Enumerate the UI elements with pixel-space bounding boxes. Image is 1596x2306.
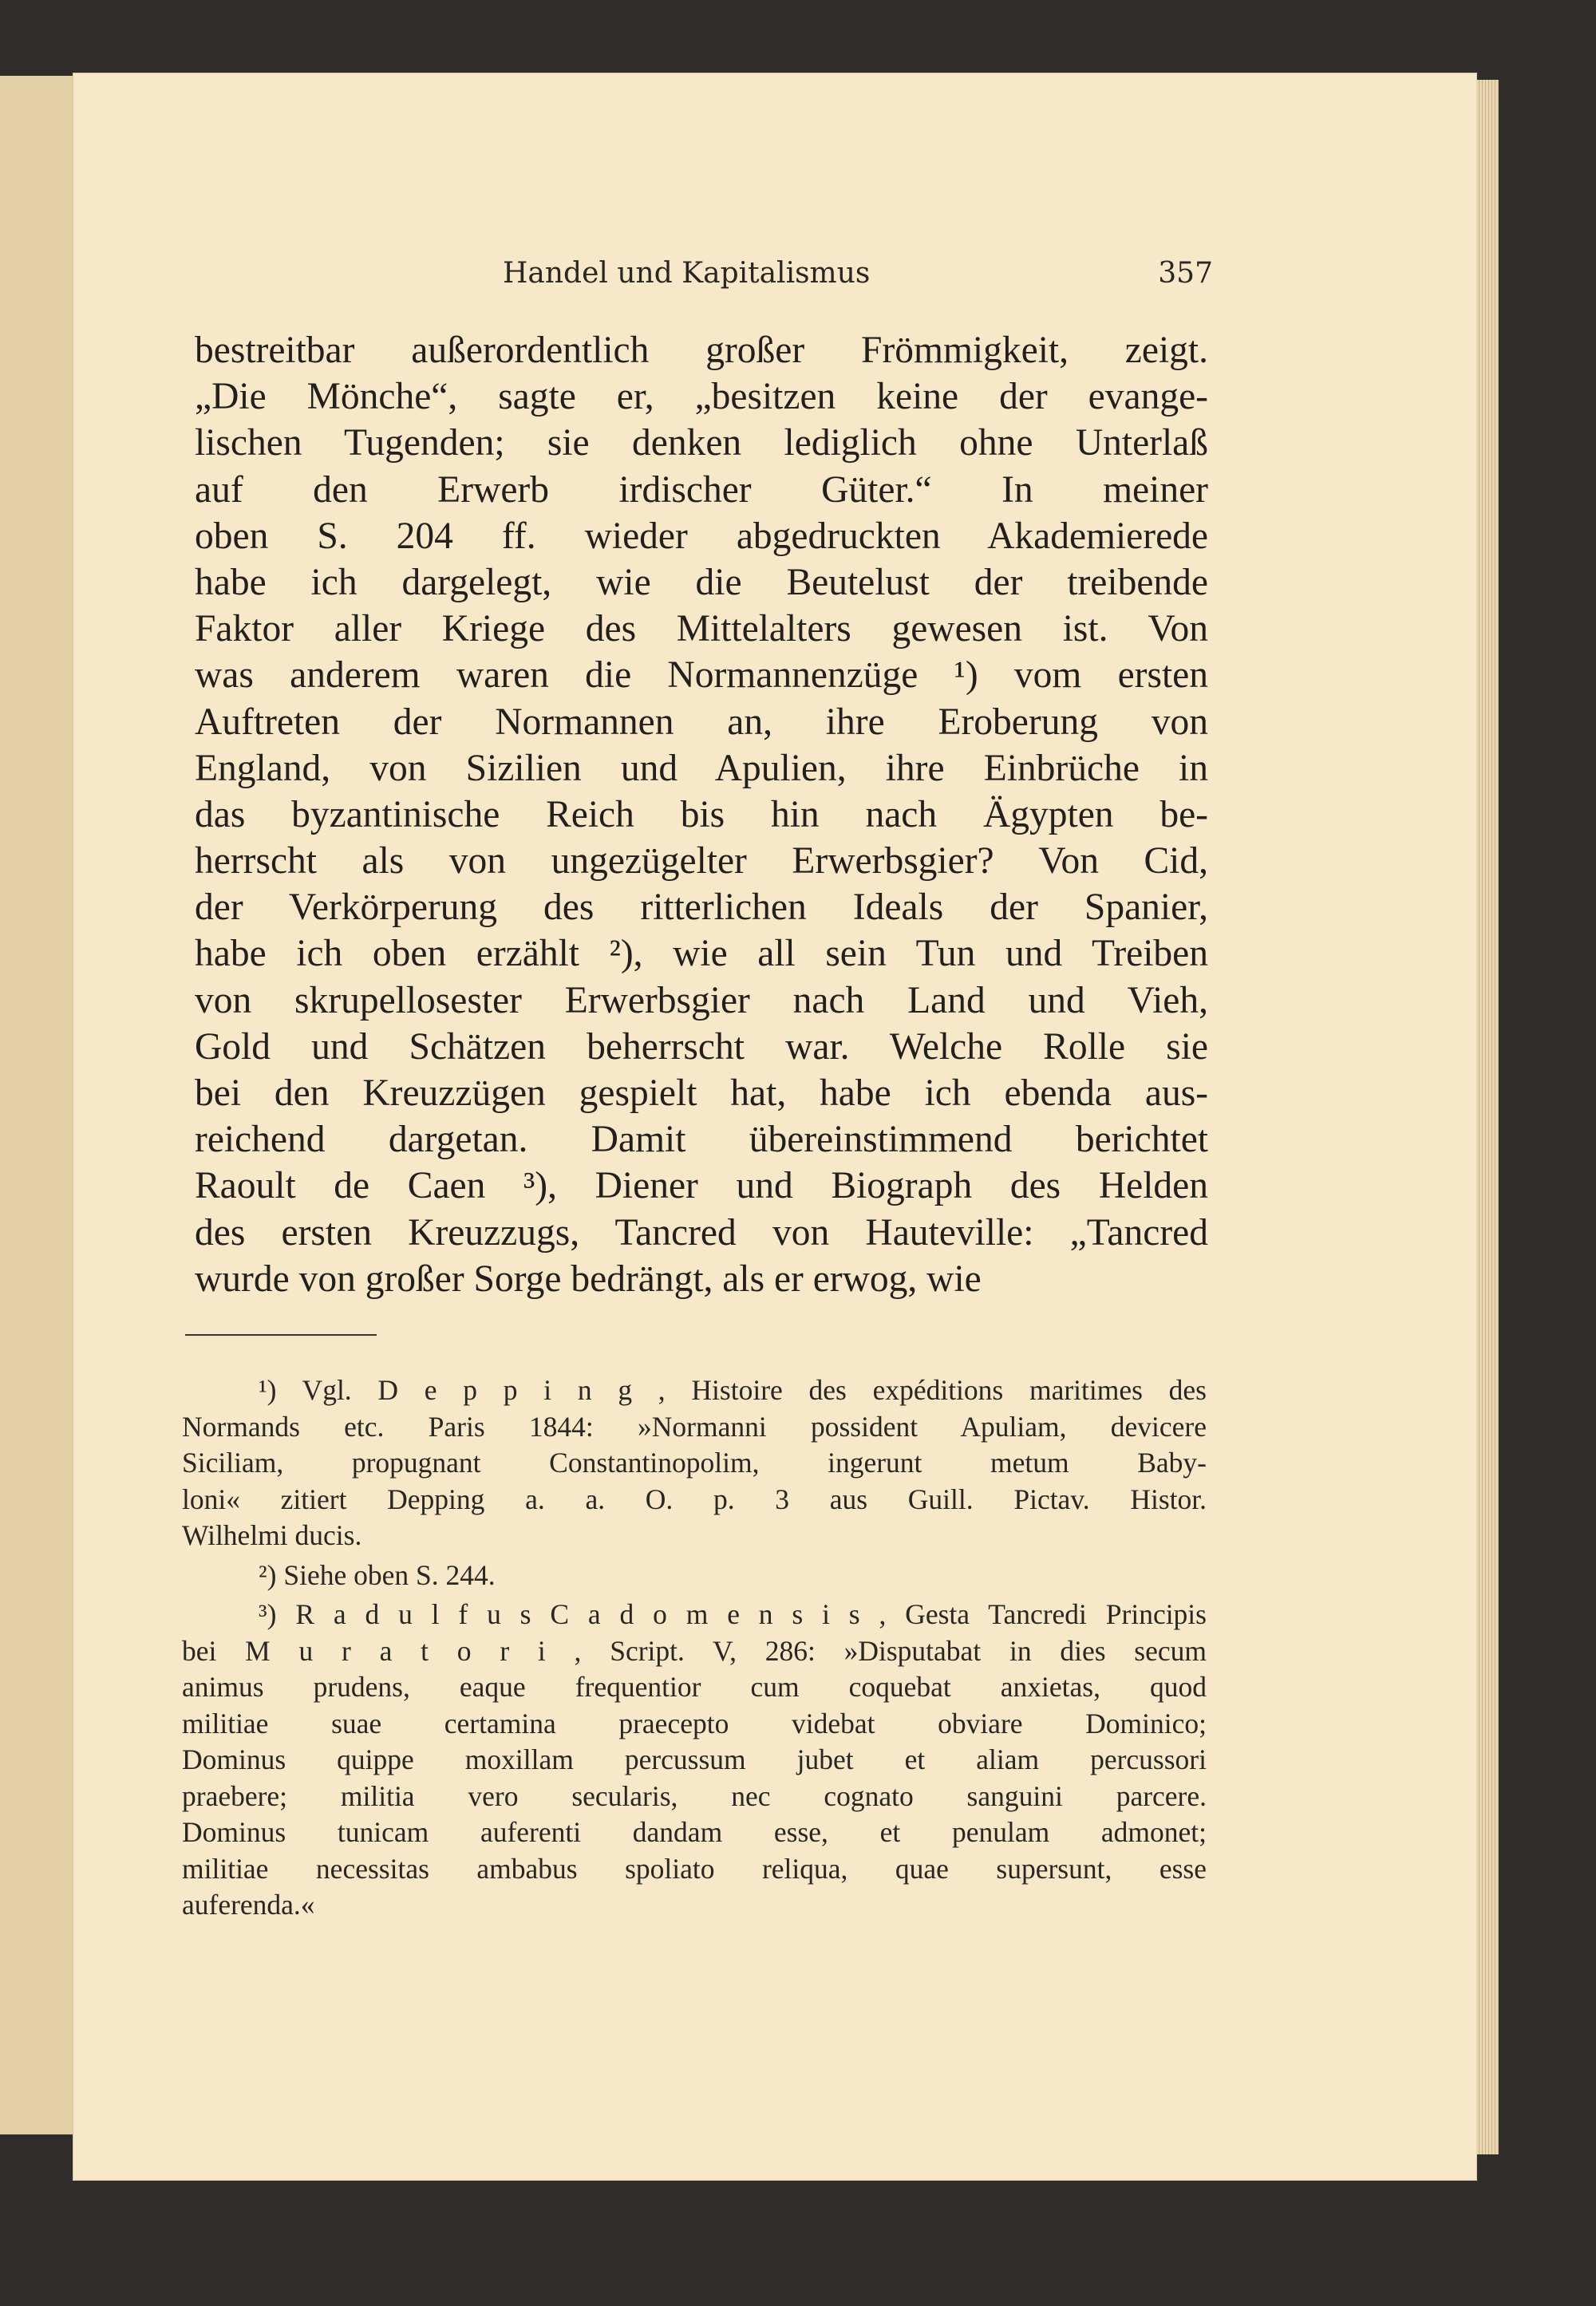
running-head-title: Handel und Kapitalismus — [503, 257, 871, 290]
text-line: bestreitbar außerordentlich großer Frömmigkeit, zeigt. — [195, 330, 1208, 371]
text-line: Auftreten der Normannen an, ihre Eroberung von — [195, 701, 1208, 743]
text-line: wurde von großer Sorge bedrängt, als er erwog, wie — [195, 1258, 982, 1300]
text-line: England, von Sizilien und Apulien, ihre Einbrüche in — [195, 747, 1208, 789]
footnote-line: militiae necessitas ambabus spoliato reliqua, quae supersunt, esse — [182, 1852, 1207, 1885]
text-line: Faktor aller Kriege des Mittelalters gewesen ist. Von — [195, 608, 1208, 650]
footnote-line: Normands etc. Paris 1844: »Normanni possident Apuliam, devicere — [182, 1410, 1207, 1443]
footnote-divider — [185, 1334, 377, 1336]
text-line: Gold und Schätzen beherrscht war. Welche Rolle sie — [195, 1025, 1208, 1068]
main-text — [195, 327, 1208, 1302]
page-number: 357 — [1158, 257, 1213, 290]
text-line: oben S. 204 ff. wieder abgedruckten Akademierede — [195, 515, 1208, 557]
footnote-line: animus prudens, eaque frequentior cum coquebat anxietas, quod — [182, 1671, 1207, 1703]
text-line: „Die Mönche“, sagte er, „besitzen keine der evange- — [195, 376, 1208, 418]
text-line: bei den Kreuzzügen gespielt hat, habe ich ebenda aus- — [195, 1072, 1208, 1114]
footnote-line: bei M u r a t o r i , Script. V, 286: »Disputabat in dies secum — [182, 1634, 1207, 1667]
text-line: von skrupellosester Erwerbsgier nach Land und Vieh, — [195, 979, 1208, 1021]
footnote-line: militiae suae certamina praecepto videbat obviare Dominico; — [182, 1707, 1207, 1739]
text-line: was anderem waren die Normannenzüge ¹) vom ersten — [195, 654, 1208, 697]
footnote-1 — [182, 1372, 1207, 1554]
footnotes — [182, 1372, 1207, 1927]
footnote-line: Wilhelmi ducis. — [182, 1519, 362, 1551]
facing-page-edge — [0, 76, 75, 2134]
footnote-3 — [182, 1597, 1207, 1924]
footnote-line: praebere; militia vero secularis, nec cognato sanguini parcere. — [182, 1779, 1207, 1812]
footnote-line: ³) R a d u l f u s C a d o m e n s i s , Gesta Tancredi Principis — [259, 1598, 1207, 1630]
footnote-line: Dominus quippe moxillam percussum jubet et aliam percussori — [182, 1743, 1207, 1775]
footnote-2 — [182, 1558, 1207, 1594]
footnote-line: loni« zitiert Depping a. a. O. p. 3 aus Guill. Pictav. Histor. — [182, 1483, 1207, 1515]
footnote-line: auferenda.« — [182, 1889, 315, 1921]
footnote-line: Siciliam, propugnant Constantinopolim, ingerunt metum Baby- — [182, 1447, 1207, 1479]
text-line: lischen Tugenden; sie denken lediglich ohne Unterlaß — [195, 422, 1208, 464]
text-line: reichend dargetan. Damit übereinstimmend berichtet — [195, 1119, 1208, 1161]
text-line: des ersten Kreuzzugs, Tancred von Hauteville: „Tancred — [195, 1211, 1208, 1254]
text-line: Raoult de Caen ³), Diener und Biograph des Helden — [195, 1165, 1208, 1207]
footnote-line: ¹) Vgl. D e p p i n g , Histoire des expéditions maritimes des — [259, 1374, 1207, 1406]
text-line: habe ich dargelegt, wie die Beutelust der treibende — [195, 561, 1208, 603]
footnote-line: Dominus tunicam auferenti dandam esse, et penulam admonet; — [182, 1816, 1207, 1848]
text-line: herrscht als von ungezügelter Erwerbsgier? Von Cid, — [195, 840, 1208, 883]
footnote-line: ²) Siehe oben S. 244. — [259, 1558, 496, 1591]
text-line: auf den Erwerb irdischer Güter.“ In meiner — [195, 468, 1208, 511]
text-line: habe ich oben erzählt ²), wie all sein Tun und Treiben — [195, 933, 1208, 975]
text-line: der Verkörperung des ritterlichen Ideals der Spanier, — [195, 886, 1208, 929]
text-line: das byzantinische Reich bis hin nach Ägypten be- — [195, 793, 1208, 835]
page-stack-edge — [1476, 80, 1499, 2154]
